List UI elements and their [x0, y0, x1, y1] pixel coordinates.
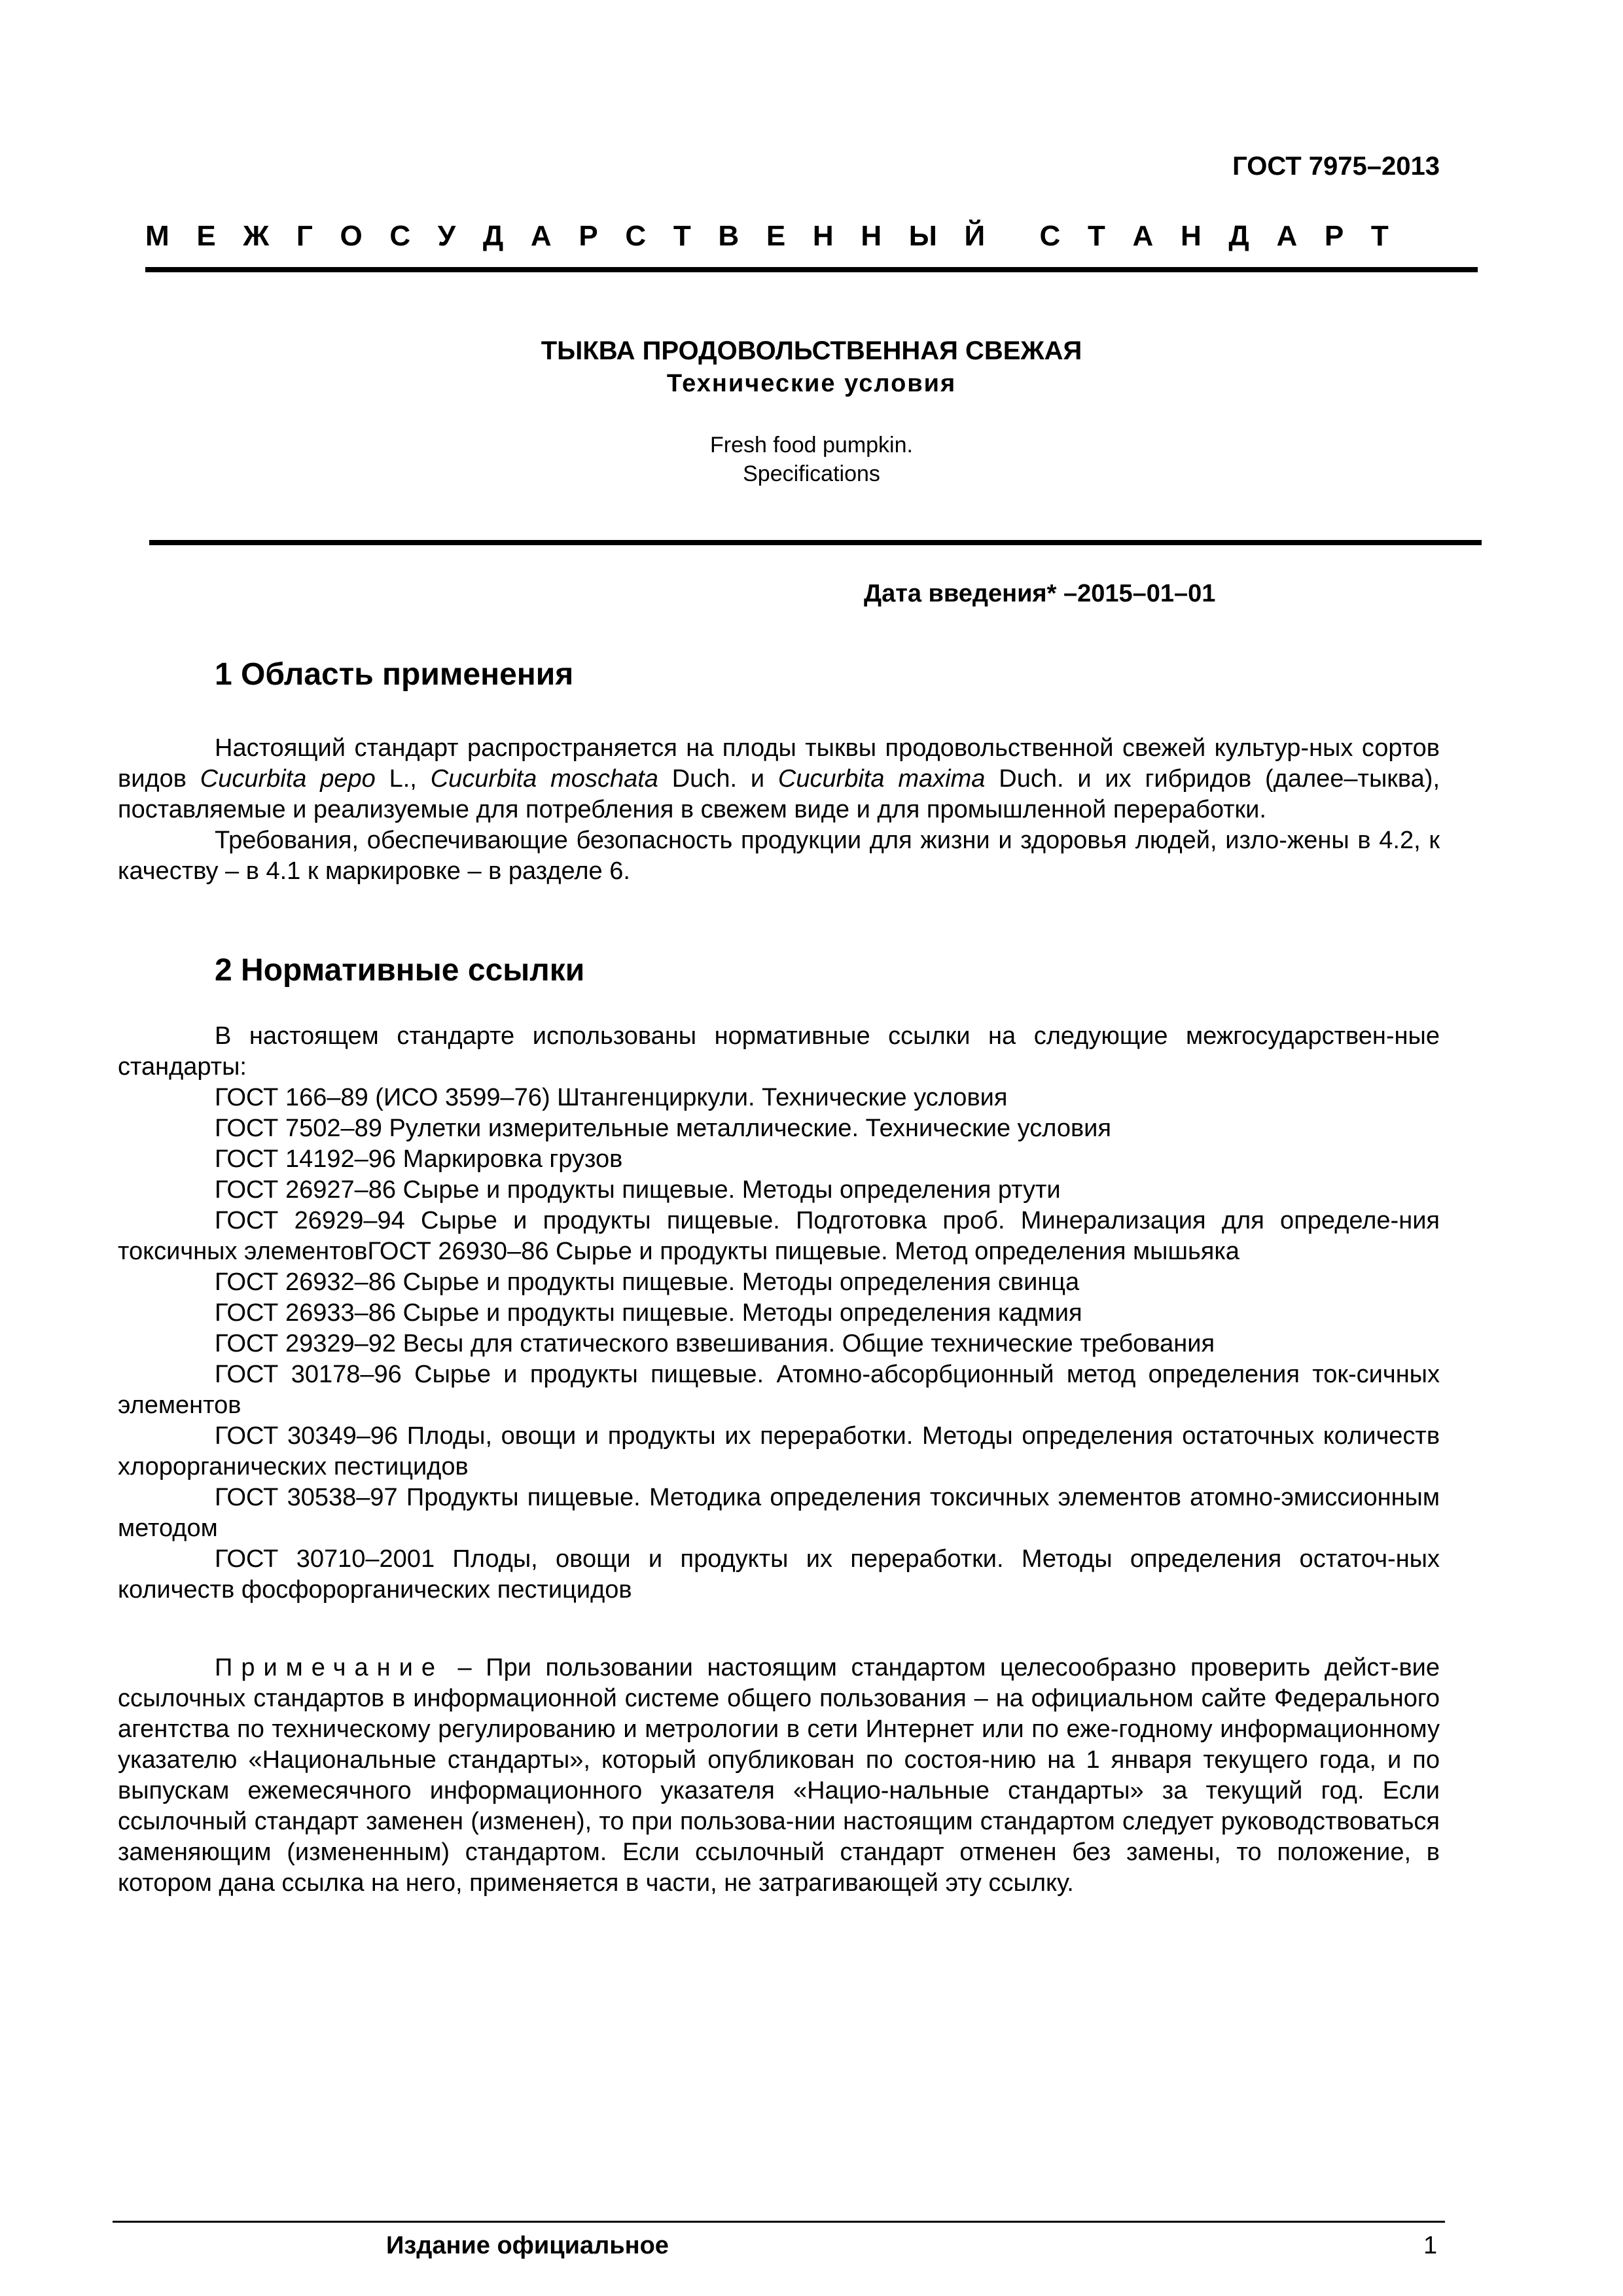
banner-letter: Г: [296, 220, 313, 252]
section-1-heading: 1 Область применения: [215, 657, 574, 692]
reference-item: ГОСТ 30538–97 Продукты пищевые. Методика определения токсичных элементов атомно-эмиссионным методом: [118, 1484, 1440, 1542]
banner-letter: Н: [812, 220, 834, 252]
banner-letter: Е: [196, 220, 216, 252]
banner-letter: Ж: [243, 220, 270, 252]
reference-item: ГОСТ 30349–96 Плоды, овощи и продукты их переработки. Методы определения остаточных количеств хлорорганических пестицидов: [118, 1422, 1440, 1480]
section-2-body: [118, 1021, 1440, 1605]
banner-letter: У: [437, 220, 456, 252]
banner-letter: Т: [1087, 220, 1105, 252]
reference-item: ГОСТ 30178–96 Сырье и продукты пищевые. Атомно-абсорбционный метод определения ток-сичных элементов: [118, 1361, 1440, 1419]
section-2-heading: 2 Нормативные ссылки: [215, 953, 585, 988]
banner-letter: Н: [1180, 220, 1202, 252]
reference-item: ГОСТ 26932–86 Сырье и продукты пищевые. Методы определения свинца: [215, 1268, 1080, 1296]
document-subtitle-ru: Технические условия: [666, 370, 957, 397]
banner-letter: А: [1276, 220, 1298, 252]
banner-letter: О: [340, 220, 363, 252]
scope-text-4: Duch. и их гибридов (далее–тыква), поставляемые и реализуемые для потребления в свежем виде и для промышленной переработки.: [118, 765, 1440, 823]
species-name: Cucurbita moschata: [430, 765, 658, 793]
reference-item: ГОСТ 166–89 (ИСО 3599–76) Штангенциркули. Технические условия: [215, 1084, 1008, 1111]
banner-letter: Й: [964, 220, 986, 252]
note-block: [118, 1653, 1440, 1899]
reference-list: [118, 1083, 1440, 1605]
banner-letter: Р: [1324, 220, 1344, 252]
banner-letter: А: [1132, 220, 1154, 252]
scope-text-1: Настоящий стандарт распространяется на плоды тыквы продовольственной свежей культур-ных сортов видов: [118, 734, 1440, 793]
banner-letter: В: [718, 220, 740, 252]
document-subtitle-en: Specifications: [743, 461, 880, 486]
banner-letter: С: [1039, 220, 1061, 252]
document-title-en: Fresh food pumpkin.: [710, 433, 913, 457]
banner-letter: Т: [1370, 220, 1389, 252]
banner-letter: С: [625, 220, 647, 252]
section-1-body: [118, 733, 1440, 887]
page-number: 1: [1423, 2232, 1438, 2259]
banner-letter: С: [389, 220, 411, 252]
official-edition-label: Издание официальное: [386, 2232, 669, 2259]
header-divider: [145, 267, 1478, 272]
reference-item: ГОСТ 26929–94 Сырье и продукты пищевые. Подготовка проб. Минерализация для определе-ния токсичных элементовГОСТ 26930–86 Сырье и продукты пищевые. Метод определения мышьяка: [118, 1207, 1440, 1265]
banner-letter: Н: [861, 220, 882, 252]
note-label: Примечание: [215, 1654, 444, 1681]
banner-letter: Д: [482, 220, 504, 252]
document-number: ГОСТ 7975–2013: [1232, 152, 1440, 181]
banner-letter: А: [530, 220, 552, 252]
banner-letter: М: [145, 220, 169, 252]
scope-text-2: L.,: [375, 765, 431, 793]
references-intro: В настоящем стандарте использованы нормативные ссылки на следующие межгосударствен-ные стандарты:: [118, 1022, 1440, 1081]
scope-paragraph: [118, 733, 1440, 825]
document-title-ru: ТЫКВА ПРОДОВОЛЬСТВЕННАЯ СВЕЖАЯ: [541, 336, 1082, 365]
title-divider: [149, 540, 1482, 545]
reference-item: ГОСТ 7502–89 Рулетки измерительные металлические. Технические условия: [215, 1115, 1111, 1142]
safety-requirements-paragraph: Требования, обеспечивающие безопасность продукции для жизни и здоровья людей, изло-жены в 4.2, к качеству – в 4.1 к маркировке – в разделе 6.: [118, 827, 1440, 885]
reference-item: ГОСТ 30710–2001 Плоды, овощи и продукты их переработки. Методы определения остаточ-ных количеств фосфорорганических пестицидов: [118, 1545, 1440, 1604]
interstate-standard-banner: [145, 220, 1389, 253]
reference-item: ГОСТ 14192–96 Маркировка грузов: [215, 1145, 623, 1173]
note-paragraph: [118, 1653, 1440, 1899]
reference-item: ГОСТ 26933–86 Сырье и продукты пищевые. Методы определения кадмия: [215, 1299, 1082, 1327]
scope-text-3: Duch. и: [658, 765, 778, 793]
banner-letter: Р: [579, 220, 598, 252]
reference-item: ГОСТ 29329–92 Весы для статического взвешивания. Общие технические требования: [215, 1330, 1215, 1357]
species-name: Cucurbita pepo: [200, 765, 376, 793]
species-name: Cucurbita maxima: [777, 765, 986, 793]
reference-item: ГОСТ 26927–86 Сырье и продукты пищевые. Методы определения ртути: [215, 1176, 1061, 1204]
banner-letter: Т: [673, 220, 691, 252]
banner-letter: Д: [1228, 220, 1249, 252]
banner-letter: Е: [766, 220, 786, 252]
footer-divider: [113, 2221, 1445, 2223]
note-text: – При пользовании настоящим стандартом целесообразно проверить дейст-вие ссылочных стандартов в информационной системе общего пользования – на официальном сайте Федерального агентства по техническому регулированию и метрологии в сети Интернет или по еже-годному информационному указателю «Национальные стандарты», который опубликован по состоя-нию на 1 января текущего года, и по выпускам ежемесячного информационного указателя «Нацио-нальные стандарты» за текущий год. Если ссылочный стандарт заменен (изменен), то при пользова-нии настоящим стандартом следует руководствоваться заменяющим (измененным) стандартом. Если ссылочный стандарт отменен без замены, то положение, в котором дана ссылка на него, применяется в части, не затрагивающей эту ссылку.: [118, 1654, 1440, 1897]
introduction-date: Дата введения* –2015–01–01: [864, 580, 1216, 607]
banner-letter: Ы: [908, 220, 937, 252]
